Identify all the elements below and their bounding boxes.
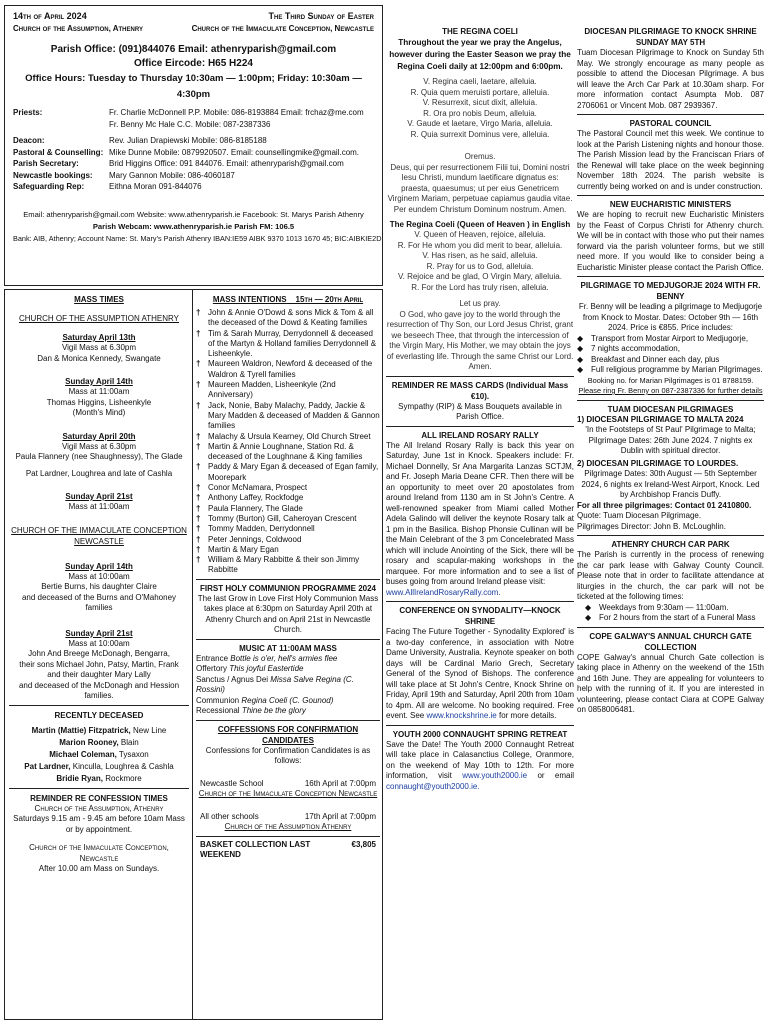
mass-times-church1: CHURCH OF THE ASSUMPTION ATHENRY: [18, 314, 180, 323]
recently-deceased: RECENTLY DECEASED Martin (Mattie) Fitzpatrick, New Line Marion Rooney, Blain Michael Coleman, Tysaxon Pat Lardner, Kinculla, Loughrea & Cashla Bridie Ryan, Rockmore: [24, 710, 174, 783]
pastoral-council: PASTORAL COUNCIL The Pastoral Council met this week. We continue to look at the Parish Listening nights and honour those. The Parish Mission lead by the Franciscan Friars of the Renewal will take place on the week beginning November 18th 2024. The parish website is currently being worked on and is under construction.: [577, 119, 764, 191]
youth2000-link[interactable]: www.youth2000.ie: [462, 771, 528, 780]
basket-collection: BASKET COLLECTION LAST WEEKEND €3,805: [200, 839, 376, 860]
office-hours: Office Hours: Tuesday to Thursday 10:30am — 1:00pm; Friday: 10:30am — 4:30pm: [25, 73, 362, 100]
contact-line-1: Email: athenryparish@gmail.com Website: www.athenryparish.ie Facebook: St. Marys Parish Athenry: [23, 209, 364, 219]
medjugorje-pilgrimage: PILGRIMAGE TO MEDJUGORJE 2024 WITH FR. BENNY Fr. Benny will be leading a pilgrimage to Medjugorje from Knock to Mostar. Dates: October 9th — 16th 2024. Price is €855. Price includes: ◆ Transport from Mostar Airport to Medjugorje, ◆ 7 nights accommodation, ◆ Breakfast and Dinner each day, plus ◆ Full religious programme by Marian Pilgrimages. Booking no. for Marian Pilgrimages is 01 8788159. Please ring Fr. Benny on 087-2387336 for further details: [577, 281, 763, 395]
cross-icon: †: [196, 308, 201, 317]
regina-coeli: THE REGINA COELI Throughout the year we pray the Angelus, however during the Easter Season we pray the Regina Coeli daily at 12:00pm and 6:00pm. V. Regina caeli, laetare, alleluia. R. Quia quem meruisti portare, alleluia. V. Resurrexit, sicut dixit, alleluia. R. Ora pro nobis Deum, alleluia. V. Gaude et laetare, Virgo Maria, alleluia. R. Quia surrexit Dominus vere, alleluia. Oremus. Deus, qui per resurrectionem Filii tui, Domini nostri Iesu Christi, mundum laetificare dignatus es: praesta, quaesumus; ut per eius Genetricem Virginem Mariam, perpetuae capiamus gaudia vitae. Per eundem Christum Dominum nostrum. Amen. The Regina Coeli (Queen of Heaven ) in English V. Queen of Heaven, rejoice, alleluia. R. For He whom you did merit to bear, alleluia. V. Has risen, as he said, alleluia. R. Pray for us to God, alleluia. V. Rejoice and be glad, O Virgin Mary, alleluia. R. For the Lord has truly risen, alleluia. Let us pray. O God, who gave joy to the world through the resurrection of Thy Son, our Lord Jesus Christ, grant we beseech Thee, that through the intercession of the Virgin Mary, His Mother, we may obtain the joys of everlasting life. Through the same Christ our Lord. Amen.: [386, 27, 574, 371]
diamond-bullet-icon: ◆: [585, 602, 592, 612]
sunday-title: The Third Sunday of Easter: [268, 11, 374, 21]
middle-column: [386, 26, 574, 1016]
cross-icon: †: [196, 493, 201, 503]
staff-list: Priests: Fr. Charlie McDonnell P.P. Mobile: 086-8193884 Email: frchaz@me.com Fr. Benny Mc Hale C.C. Mobile: 087-2387336 Deacon: Rev. Julian Drapiewski Mobile: 086-8185188 Pastoral & Counselling: Mike Dunne Mobile: 0879920507. Email: counsellingmike@gmail.com. Parish Secretary: Brid Higgins Office: 091 844076. Email: athenryparish@gmail.com Newcastle bookings: Mary Gannon Mobile: 086-4060187 Safeguarding Rep: Eithna Moran 091-844076: [13, 108, 364, 191]
cross-icon: †: [196, 513, 201, 523]
diamond-bullet-icon: ◆: [585, 613, 592, 622]
cross-icon: †: [196, 400, 201, 410]
church-newcastle: Church of the Immaculate Conception, Newcastle: [191, 24, 374, 33]
parish-office: Parish Office: (091)844076 Email: athenryparish@gmail.com: [50, 44, 337, 55]
mass-times-church2: CHURCH OF THE IMMACULATE CONCEPTION NEWCASTLE: [11, 525, 187, 546]
youth2000-email-link[interactable]: connaught@youth2000.ie.: [386, 781, 480, 791]
cross-icon: †: [196, 328, 201, 338]
diamond-bullet-icon: ◆: [577, 344, 584, 353]
cross-icon: †: [196, 431, 201, 441]
cross-icon: †: [196, 462, 201, 472]
rosary-rally: ALL IRELAND ROSARY RALLY The All Ireland Rosary Rally is back this year on Saturday, June 1st in Knock. Speakers include: Fr. Michael Donnelly, Sr Ana Margarita Lanzas SCTJM, and Fr. Joseph Maria Deane CFR. Then there will be an opportunity to meet over 20 apostolates from around Ireland from 1130 am in St John's Centre. A well-renowned speaker from Miami called Mother Adela Galindo will deliver the keynote Rosary talk at 1 pm in the Basilica. Bishop Phonsie Cullinan will be the Main Celebrant of the 3 pm Concelebrated Mass which will include Anointing of the Sick, there will be rosary and scapular-making workshops in the marquee. For more information and to see a list of buses going from around Ireland please visit: www.AllIrelandRosaryRally.com.: [386, 430, 574, 597]
office-eircode: Office Eircode: H65 H224: [134, 58, 253, 69]
header-box: [4, 5, 383, 286]
diamond-bullet-icon: ◆: [577, 365, 584, 374]
left-lower-box: [4, 289, 383, 1020]
mass-times: MASS TIMES CHURCH OF THE ASSUMPTION ATHENRY Saturday April 13th Vigil Mass at 6.30pm Dan & Monica Kennedy, Swangate Sunday April 14th Mass at 11:00am Thomas Higgins, Lisheenkyle (Month's Mind) Saturday April 20th Vigil Mass at 6.30pm Paula Flannery (nee Shaughnessy), The Glade Pat Lardner, Loughrea and late of Cashla Sunday April 21st Mass at 11:00am CHURCH OF THE IMMACULATE CONCEPTION NEWCASTLE Sunday April 14th Mass at 10:00am Bertie Burns, his daughter Claire and deceased of the Burns and O'Mahoney families Sunday April 21st Mass at 10:00am John And Breege McDonagh, Bengarra, their sons Michael John, Patsy, Martin, Frank and their daughter Mary Lally and deceased of the McDonagh and Hession families. RECENTLY DECEASED Martin (Mattie) Fitzpatrick, New Line Marion Rooney, Blain Michael Coleman, Tysaxon Pat Lardner, Kinculla, Loughrea & Cashla Bridie Ryan, Rockmore REMINDER RE CONFESSION TIMES Church of the Assumption, Athenry Saturdays 9.15 am - 9.45 am before 10am Mass or by appointment. Church of the Immaculate Conception, Newcastle After 10.00 am Mass on Sundays.: [9, 290, 189, 1019]
right-column: [577, 26, 764, 1016]
cope-collection: COPE GALWAY'S ANNUAL CHURCH GATE COLLECTION COPE Galway's annual Church Gate collection is taking place in Athenry on the weekend of the 15th and 16th June. They are appealing for volunteers to help with the running of it. If you are interested in volunteering, please contact Ciara at COPE Galway on 0858006481.: [577, 631, 764, 714]
mass-intentions: MASS INTENTIONS 15th — 20th April † John & Annie O'Dowd & sons Mick & Tom & all the deceased of the Dowd & Keating families † Tim & Sarah Murray, Derrydonnell & deceased of the Martyn & Holland families Derrydonnell & Lisheenkyle. † Maureen Waldron, Newford & deceased of the Waldron & Tyrell families † Maureen Madden, Lisheenkyle (2nd Anniversary) † Jack, Nonie, Baby Malachy, Paddy, Jackie & Mary Madden & deceased of Madden & Gannon families † Malachy & Ursula Kearney, Old Church Street † Martin & Annie Loughnane, Station Rd. & deceased of the Loughnane & King families † Paddy & Mary Egan & deceased of Egan family, Moorepark † Conor McNamara, Prospect † Anthony Laffey, Rockfodge † Paula Flannery, The Glade † Tommy (Burton) Gill, Caheroyan Crescent † Tommy Madden, Derrydonnell † Peter Jennings, Coldwood † Martin & Mary Egan † William & Mary Rabbitte & their son Jimmy Rabbitte FIRST HOLY COMMUNION PROGRAMME 2024 The last Grow in Love First Holy Communion Mass takes place at 6:30pm on Saturday April 20th at Athenry Church and on April 21st in Newcastle Church. MUSIC AT 11:00AM MASS Entrance Bottle is o'er, hell's armies flee Offertory This joyful Eastertide Sanctus / Agnus Dei Missa Salve Regina (C. Rossini) Communion Regina Coeli (C. Gounod) Recessional Thine be the glory COFFESSIONS FOR CONFIRMATION CANDIDATES Confessions for Confirmation Candidates is as follows: Newcastle School 16th April at 7:00pm Church of the Immaculate Conception Newcastle All other schools 17th April at 7:00pm Church of the Assumption Athenry BASKET COLLECTION LAST WEEKEND €3,805: [196, 295, 380, 860]
tuam-pilgrimages: TUAM DIOCESAN PILGRIMAGES 1) DIOCESAN PILGRIMAGE TO MALTA 2024 'In the Footsteps of St Paul' Pilgrimage to Malta; Pilgrimage Dates: 26th June 2024. 7 nights ex Dublin with spiritual director. 2) DIOCESAN PILGRIMAGE TO LOURDES. Pilgrimage Dates: 30th August — 5th September 2024, 6 nights ex Ireland-West Airport, Knock. Led by Archbishop Francis Duffy. For all three pilgrimages: Contact 01 2410800. Quote: Tuam Diocesan Pilgrimage. Pilgrimages Director: John B. McLoughlin.: [577, 404, 760, 531]
bank-details: Bank: AIB, Athenry; Account Name: St. Mary's Parish Athenry IBAN:IE59 AIBK 9370 1013 1670 45; BIC:AIBKIE2D: [13, 233, 382, 243]
diamond-bullet-icon: ◆: [577, 354, 584, 364]
church-athenry: Church of the Assumption, Athenry: [13, 24, 143, 33]
eucharistic-ministers: NEW EUCHARISTIC MINISTERS We are hoping to recruit new Eucharistic Ministers by the Feast of Corpus Christi for Athenry church. We will be in contact with those who put their names forward via the parish volunteer forms, but we still need more. If you would like to consider being a Eucharistic Minister please contact the Parish Office.: [577, 200, 764, 272]
cross-icon: †: [196, 483, 201, 493]
mass-cards: REMINDER RE MASS CARDS (Individual Mass €10). Sympathy (RIP) & Mass Bouquets available in Parish Office.: [391, 380, 569, 421]
knock-shrine-link[interactable]: www.knockshrine.ie: [426, 711, 497, 720]
confession-times: REMINDER RE CONFESSION TIMES Church of the Assumption, Athenry Saturdays 9.15 am - 9.45 am before 10am Mass or by appointment. Church of the Immaculate Conception, Newcastle After 10.00 am Mass on Sundays.: [13, 793, 185, 873]
rosary-link[interactable]: www.AllIrelandRosaryRally.com.: [386, 587, 501, 597]
mass-times-title: MASS TIMES: [74, 295, 124, 304]
cross-icon: †: [196, 544, 201, 554]
cross-icon: †: [196, 534, 201, 544]
synodality-conference: CONFERENCE ON SYNODALITY—KNOCK SHRINE Facing The Future Together - Synodality Explored' is a two-day conference, in association with Notre Dame University, Australia. Keynote speaker on both days will be Cardinal Mario Grech, Secretary General of the Synod of Bishops. The conference will take place at St John's Centre, Knock Shrine on Friday, April 19th and Saturday, April 20th from 10am to 4pm. All are welcome. No booking required. Free event. See www.knockshrine.ie for more details.: [386, 606, 574, 720]
knock-pilgrimage: DIOCESAN PILGRIMAGE TO KNOCK SHRINE SUNDAY MAY 5TH Tuam Diocesan Pilgrimage to Knock on Sunday 5th May. We strongly encourage as many people as possible to attend the Diocesan Pilgrimage. A bus will leave the Arch Car Park at 10.30am sharp. For more information contact Asumpta Mob. 087 2706061 or Vincent Mob. 087 2939367.: [577, 27, 764, 110]
youth-retreat: YOUTH 2000 CONNAUGHT SPRING RETREAT Save the Date! The Youth 2000 Connaught Retreat will take place in Calasanctius College, Oranmore, on the weekend of May 10th to 12th. For more information, visit www.youth2000.ie or email connaught@youth2000.ie.: [386, 729, 574, 791]
cross-icon: †: [196, 555, 201, 565]
contact-line-2: Parish Webcam: www.athenryparish.ie Parish FM: 106.5: [92, 221, 295, 231]
cross-icon: †: [196, 441, 201, 451]
confirmation-confessions: COFFESSIONS FOR CONFIRMATION CANDIDATES Confessions for Confirmation Candidates is as follows: Newcastle School 16th April at 7:00pm Church of the Immaculate Conception Newcastle All other schools 17th April at 7:00pm Church of the Assumption Athenry: [198, 724, 378, 832]
cross-icon: †: [196, 380, 201, 390]
cross-icon: †: [196, 359, 201, 369]
music-section: MUSIC AT 11:00AM MASS Entrance Bottle is o'er, hell's armies flee Offertory This joyful Eastertide Sanctus / Agnus Dei Missa Salve Regina (C. Rossini) Communion Regina Coeli (C. Gounod) Recessional Thine be the glory: [196, 643, 354, 716]
cross-icon: †: [196, 524, 201, 534]
first-communion: FIRST HOLY COMMUNION PROGRAMME 2024 The last Grow in Love First Holy Communion Mass takes place at 6:30pm on Saturday April 20th at Athenry Church and on April 21st in Newcastle Church.: [197, 583, 379, 635]
diamond-bullet-icon: ◆: [577, 333, 584, 343]
bulletin-date: 14th of April 2024: [13, 11, 87, 21]
church-car-park: ATHENRY CHURCH CAR PARK The Parish is currently in the process of renewing the car park lease with Galway County Council. Please note that in order to facilitate attendance at liturgies in the church, the car park will not be ticketed at the following times: ◆ Weekdays from 9:30am — 11:00am. ◆ For 2 hours from the start of a Funeral Mass: [577, 540, 764, 622]
cross-icon: †: [196, 503, 201, 513]
